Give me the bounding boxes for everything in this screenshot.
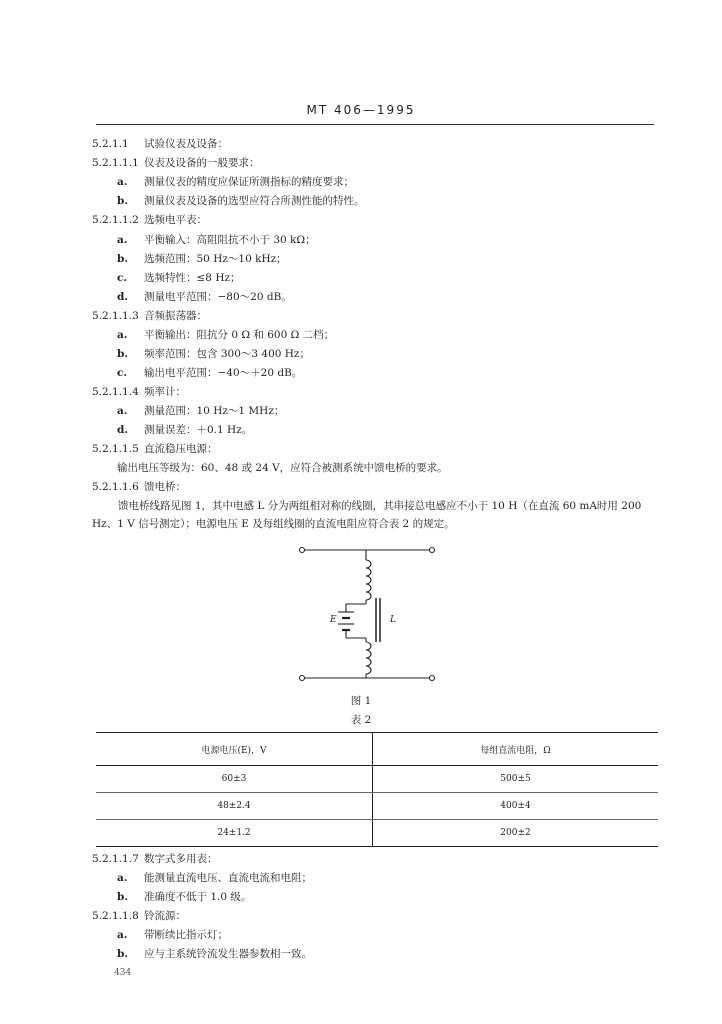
section-title: 音频振荡器：	[144, 310, 207, 322]
section-number: 5.2.1.1.1	[92, 157, 139, 169]
section-heading	[92, 480, 186, 494]
item-letter: b.	[117, 891, 128, 903]
list-item	[117, 404, 284, 418]
section-number: 5.2.1.1.8	[92, 910, 139, 922]
figure-caption: 图 1	[350, 695, 372, 707]
section-number: 5.2.1.1.6	[92, 481, 139, 493]
table-2	[96, 732, 658, 847]
section-title: 仪表及设备的一般要求：	[144, 157, 260, 169]
section-number: 5.2.1.1.4	[92, 386, 139, 398]
header-rule	[96, 124, 654, 125]
list-item	[117, 233, 316, 247]
battery-label: E	[330, 615, 337, 625]
section-heading	[92, 852, 218, 866]
inductor-label: L	[390, 615, 396, 625]
standard-header: MT 406—1995	[306, 103, 416, 117]
section-number: 5.2.1.1.2	[92, 214, 139, 226]
upper-inductor-coil	[366, 560, 371, 600]
section-title: 馈电桥：	[144, 481, 186, 493]
section-number: 5.2.1.1	[92, 138, 129, 150]
item-letter: b.	[117, 253, 128, 265]
list-item	[117, 290, 292, 304]
list-item	[117, 366, 302, 380]
item-text: 应与主系统铃流发生器参数相一致。	[144, 948, 312, 960]
item-text: 准确度不低于 1.0 级。	[144, 891, 252, 903]
section-title: 直流稳压电源：	[144, 443, 218, 455]
item-text: 频率范围：包含 300～3 400 Hz；	[144, 348, 310, 360]
item-text: 测量电平范围：−80～20 dB。	[144, 291, 292, 303]
table-cell: 500±5	[373, 766, 659, 793]
item-letter: d.	[117, 291, 128, 303]
list-item	[117, 871, 312, 885]
item-text: 测量仪表及设备的选型应符合所测性能的特性。	[144, 195, 365, 207]
item-letter: b.	[117, 948, 128, 960]
table-row	[96, 820, 658, 847]
terminal-bottom-left	[300, 676, 305, 681]
list-item	[117, 194, 365, 208]
section-title: 铃流源：	[144, 910, 186, 922]
item-letter: d.	[117, 424, 128, 436]
section-title: 数字式多用表：	[144, 853, 218, 865]
item-text: 平衡输入：高阻阻抗不小于 30 kΩ；	[144, 234, 316, 246]
section-title: 选频电平表：	[144, 214, 207, 226]
list-item	[117, 423, 252, 437]
item-letter: a.	[117, 234, 128, 246]
section-body: 输出电压等级为：60、48 或 24 V，应符合被测系统中馈电桥的要求。	[117, 462, 448, 474]
item-letter: a.	[117, 872, 128, 884]
table-cell: 24±1.2	[96, 820, 373, 847]
list-item	[117, 347, 310, 361]
item-text: 选频范围：50 Hz～10 kHz；	[144, 253, 287, 265]
section-number: 5.2.1.1.5	[92, 443, 139, 455]
terminal-bottom-right	[430, 676, 435, 681]
section-heading	[92, 213, 207, 227]
section-heading	[92, 385, 186, 399]
item-text: 测量仪表的精度应保证所测指标的精度要求；	[144, 176, 354, 188]
table-cell: 200±2	[373, 820, 659, 847]
list-item	[117, 252, 287, 266]
list-item	[117, 175, 354, 189]
item-text: 输出电平范围：−40～＋20 dB。	[144, 367, 303, 379]
section-body: 馈电桥线路见图 1，其中电感 L 分为两组相对称的线圈，其串接总电感应不小于 10 H（在直流 60 mA时用 200 Hz、1 V 信号测定）；电源电压 E 及每组线圈的直流电阻应符合表 2 的规定。	[92, 500, 642, 530]
item-text: 带断续比指示灯；	[144, 929, 228, 941]
list-item	[117, 328, 334, 342]
item-letter: b.	[117, 195, 128, 207]
section-heading	[92, 909, 186, 923]
item-letter: a.	[117, 405, 128, 417]
section-title: 试验仪表及设备：	[144, 138, 228, 150]
item-text: 选频特性：≤8 Hz；	[144, 272, 241, 284]
section-heading	[92, 137, 228, 151]
section-heading	[92, 309, 207, 323]
table-row	[96, 793, 658, 820]
item-letter: a.	[117, 176, 128, 188]
list-item	[117, 271, 241, 285]
table-cell: 400±4	[373, 793, 659, 820]
list-item	[117, 890, 251, 904]
item-letter: c.	[117, 367, 128, 379]
item-text: 测量范围：10 Hz～1 MHz；	[144, 405, 285, 417]
table-cell: 60±3	[96, 766, 373, 793]
lower-inductor-coil	[366, 642, 371, 674]
header-cell-voltage: 电源电压(E)，V	[96, 733, 373, 766]
list-item	[117, 928, 228, 942]
table-cell: 48±2.4	[96, 793, 373, 820]
list-item	[117, 947, 312, 961]
table-row	[96, 766, 658, 793]
item-text: 测量误差：＋0.1 Hz。	[144, 424, 253, 436]
item-letter: b.	[117, 348, 128, 360]
terminal-top-left	[300, 548, 305, 553]
item-letter: a.	[117, 929, 128, 941]
header-cell-resistance: 每组直流电阻，Ω	[373, 733, 659, 766]
table-header-row	[96, 733, 658, 766]
item-text: 平衡输出：阻抗分 0 Ω 和 600 Ω 二档；	[144, 329, 335, 341]
terminal-top-right	[430, 548, 435, 553]
section-number: 5.2.1.1.3	[92, 310, 139, 322]
item-letter: a.	[117, 329, 128, 341]
item-text: 能测量直流电压、直流电流和电阻；	[144, 872, 312, 884]
section-number: 5.2.1.1.7	[92, 853, 139, 865]
section-heading	[92, 442, 218, 456]
section-heading	[92, 156, 260, 170]
feed-bridge-circuit-diagram	[296, 544, 446, 684]
item-letter: c.	[117, 272, 128, 284]
page-number: 434	[114, 968, 132, 978]
table-caption: 表 2	[350, 714, 372, 726]
section-title: 频率计：	[144, 386, 186, 398]
